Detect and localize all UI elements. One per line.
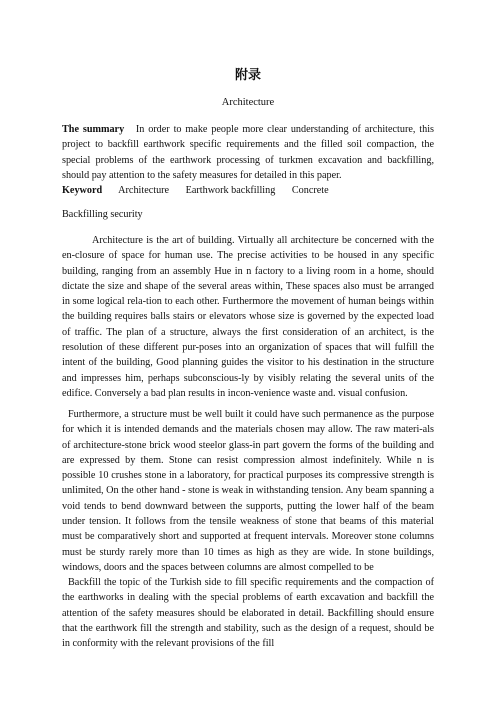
keyword-item: Architecture <box>118 185 170 196</box>
appendix-title: 附录 <box>234 68 261 83</box>
summary-label: The summary <box>62 124 125 135</box>
body-paragraph-2: Furthermore, a structure must be well built it could have such permanence as the purpose for which it is intended demands and the materials chosen may allow. The raw materi-als of architecture-stone brick wood steelor glass-in part govern the forms of the building and are expressed by them. Stone can resist compression almost indefinitely. While n is possible 10 crushes stone in a laboratory, for practical purposes its compressive strength is unlimited, On the other hand - stone is weak in withstanding tension. Any beam spanning a void tends to bend downward between the supports, putting the lower half of the beam under tension. It follows from the tensile weakness of stone that beams of this material must be comparatively short and supported at frequent intervals. Moreover stone columns must be sturdy rarely more than 10 times as high as they are wide. In stone buildings, windows, doors and the spaces between columns are almost compelled to be <box>62 409 434 573</box>
body-paragraph-3: Backfill the topic of the Turkish side to fill specific requirements and the compaction of the earthworks in dealing with the special problems of earth excavation and backfill the attention of the safety measures should be elaborated in detail. Backfilling should ensure that the earthwork fill the strength and stability, such as the design of a request, should be in conformity with the relevant provisions of the fill <box>62 577 434 650</box>
summary-paragraph <box>62 122 434 183</box>
document-title: Architecture <box>221 97 275 108</box>
section-subheading: Backfilling security <box>62 209 143 220</box>
keyword-item: Concrete <box>291 185 329 196</box>
keyword-item: Earthwork backfilling <box>185 185 276 196</box>
keywords-line <box>62 185 434 196</box>
keywords-label: Keyword <box>62 185 103 196</box>
body-paragraph-1: Architecture is the art of building. Virtually all architecture be concerned with the en-closure of space for human use. The precise activities to be housed in any specific building, ranging from an assembly Hue in n factory to a living room in a home, should dictate the size and shape of the several areas within, These spaces also must be arranged in some logical rela-tion to each other. Furthermore the movement of human beings within the building requires balls stairs or elevators whose size is governed by the expected load of traffic. The plan of a structure, always the first consideration of an architect, is the resolution of these different pur-poses into an organization of spaces that will fulfill the intent of the building, Good planning guides the visitor to his destination in the structure and impresses him, perhaps subconscious-ly by visibly relating the several units of the edifice. Conversely a bad plan results in incon-venience waste and. visual confusion. <box>62 235 434 399</box>
summary-text: In order to make people more clear understanding of architecture, this project to backfill earthwork specific requirements and the filled soil compaction, the special problems of the earthwork processing of turkmen excavation and backfilling, should pay attention to the safety measures for detailed in this paper. <box>62 124 435 181</box>
